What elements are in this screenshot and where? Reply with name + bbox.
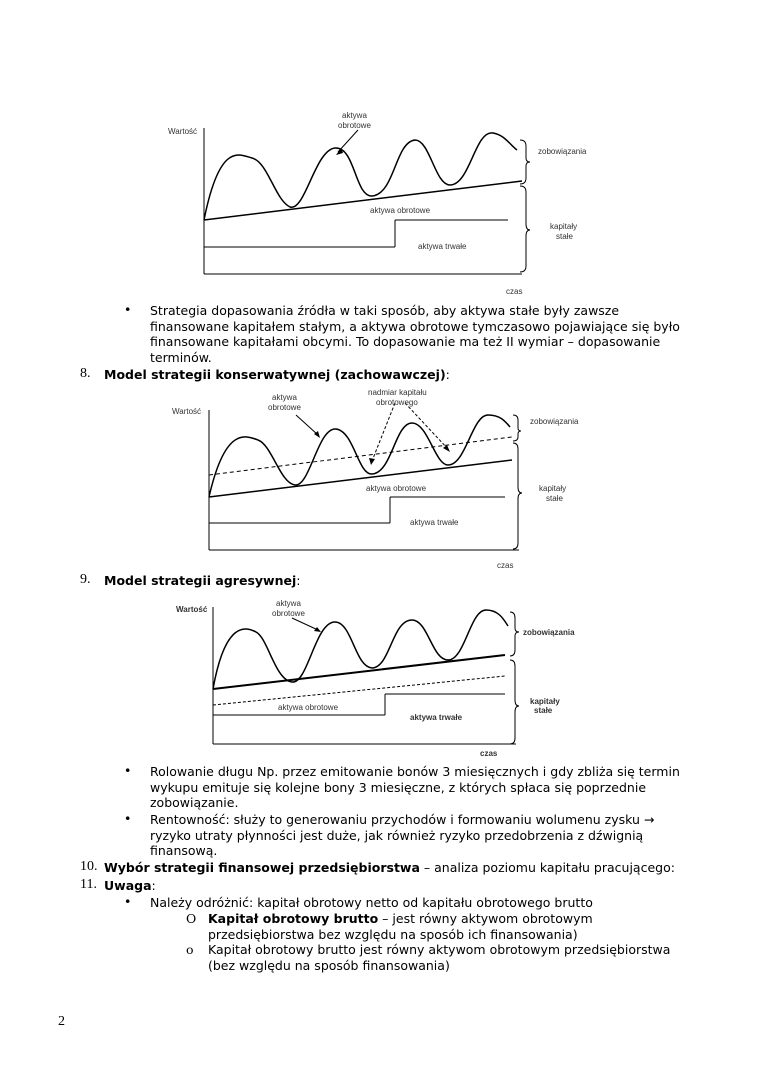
bullet-debt-rollover: Rolowanie długu Np. przez emitowanie bonów 3 miesięcznych i gdy zbliża się termin wykupu emituje się kolejne bony 3 miesięczne, z których spłaca się poprzednie zobowiązanie. [150, 764, 680, 810]
sub-item-gross-capital-2: Kapitał obrotowy brutto jest równy aktywom obrotowym przedsiębiorstwa (bez względu na sposób finansowania) [208, 942, 671, 973]
brace-bottom [510, 660, 519, 744]
chart3-top-brace-label: zobowiązania [523, 628, 575, 637]
current-assets-curve [213, 610, 508, 689]
sub-marker-1: O [186, 911, 197, 926]
chart3-bottom-brace-label-1: kapitały [530, 697, 560, 706]
current-assets-curve [204, 133, 517, 220]
item-8-heading: Model strategii konserwatywnej (zachowawczej): [104, 367, 450, 382]
item-11-number: 11. [80, 877, 97, 892]
chart2-curve-label-2: obrotowe [268, 403, 301, 412]
chart-strategy-conservative [0, 385, 760, 580]
brace-bottom [513, 443, 522, 549]
brace-top [510, 612, 519, 656]
chart1-top-brace-label: zobowiązania [538, 147, 587, 156]
chart3-middle-band-label: aktywa obrotowe [278, 703, 339, 712]
chart2-curve-label-1: aktywa [272, 393, 297, 402]
current-assets-curve [209, 415, 510, 497]
item-10-heading: Wybór strategii finansowej przedsiębiorstwa – analiza poziomu kapitału pracującego: [104, 860, 675, 875]
chart2-top-brace-label: zobowiązania [530, 417, 579, 426]
brace-bottom [520, 186, 530, 272]
chart1-bottom-brace-label-1: kapitały [550, 222, 578, 231]
bullet-marker: • [124, 302, 132, 317]
chart2-excess-label-1: nadmiar kapitału [368, 388, 427, 397]
brace-top [513, 415, 521, 441]
sub-item-gross-capital: Kapitał obrotowy brutto – jest równy aktywom obrotowym przedsiębiorstwa bez względu na sposób ich finansowania) [208, 911, 593, 942]
item-9-number: 9. [80, 572, 91, 587]
bullet-marker: • [124, 763, 132, 778]
sub-marker-2: o [186, 942, 194, 957]
chart1-curve-label-1: aktywa [342, 111, 367, 120]
bullet-marker: • [124, 811, 132, 826]
chart2-y-label: Wartość [172, 407, 202, 416]
chart3-bottom-brace-label-2: stałe [534, 706, 553, 715]
chart-strategy-aggressive [0, 592, 760, 767]
chart2-excess-label-2: obrotowego [376, 398, 418, 407]
chart2-middle-band-label: aktywa obrotowe [366, 484, 427, 493]
brace-top [520, 140, 530, 184]
chart1-bottom-band-label: aktywa trwałe [418, 242, 467, 251]
chart1-x-label: czas [506, 287, 523, 296]
bullet-matching-strategy: Strategia dopasowania źródła w taki sposób, aby aktywa stałe były zawsze finansowane kapitałem stałym, a aktywa obrotowe tymczasowo pojawiające się było finansowane kapitałami obcymi. To dopasowanie ma też II wymiar – dopasowanie terminów. [150, 303, 680, 365]
bullet-marker: • [124, 894, 132, 909]
item-10-number: 10. [80, 859, 98, 874]
item-8-number: 8. [80, 366, 91, 381]
chart1-bottom-brace-label-2: stałe [556, 232, 573, 241]
chart2-bottom-band-label: aktywa trwałe [410, 518, 459, 527]
chart1-curve-label-2: obrotowe [338, 121, 371, 130]
chart3-y-label: Wartość [176, 605, 208, 614]
chart2-bottom-brace-label-1: kapitały [539, 484, 567, 493]
bullet-distinguish: Należy odróżnić: kapitał obrotowy netto od kapitału obrotowego brutto [150, 895, 593, 910]
bullet-profitability: Rentowność: służy to generowaniu przychodów i formowaniu wolumenu zysku → ryzyko utraty płynności jest duże, jak również ryzyko przedobrzenia z dźwignią finansową. [150, 812, 655, 858]
page-number: 2 [58, 1014, 65, 1029]
chart2-bottom-brace-label-2: stałe [546, 494, 563, 503]
item-11-heading: Uwaga: [104, 878, 156, 893]
chart3-curve-label-2: obrotowe [272, 609, 305, 618]
chart1-middle-band-label: aktywa obrotowe [370, 206, 431, 215]
chart3-x-label: czas [480, 749, 498, 758]
item-9-heading: Model strategii agresywnej: [104, 573, 301, 588]
chart3-curve-label-1: aktywa [276, 599, 301, 608]
chart2-x-label: czas [497, 561, 514, 570]
chart1-y-label: Wartość [168, 127, 198, 136]
chart3-bottom-band-label: aktywa trwałe [410, 713, 463, 722]
